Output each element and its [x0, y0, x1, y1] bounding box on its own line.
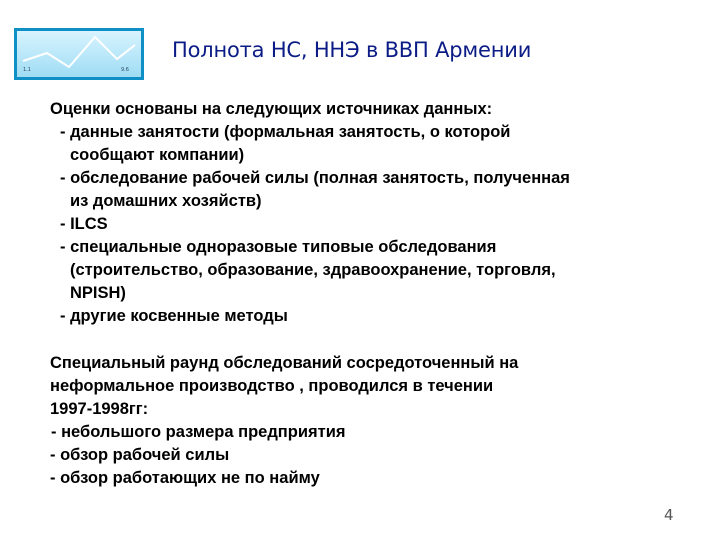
list-item: - обзор работающих не по найму [50, 469, 320, 487]
list-item-continuation: из домашних хозяйств) [70, 192, 262, 210]
section-spacer [50, 328, 700, 352]
list-item: - ILCS [60, 215, 108, 233]
page-title: Полнота НС, ННЭ в ВВП Армении [172, 38, 532, 62]
list-item: - обзор рабочей силы [50, 446, 230, 464]
logo-caption-left: 1.1 [23, 67, 31, 73]
logo-caption-right: 9.6 [121, 67, 129, 73]
list-item: - небольшого размера предприятия [51, 423, 346, 441]
list-item: - другие косвенные методы [60, 307, 288, 325]
page-number: 4 [664, 506, 674, 524]
list-item: - данные занятости (формальная занятость, о которой [60, 123, 511, 141]
list-item: - специальные одноразовые типовые обследования [60, 238, 497, 256]
list-item-continuation: сообщают компании) [70, 146, 245, 164]
slide-body [50, 98, 700, 490]
section2-line: Специальный раунд обследований сосредоточенный на [50, 354, 519, 372]
section2-line: неформальное производство , проводился в течении [50, 377, 494, 395]
list-item-continuation: NPISH) [70, 284, 126, 302]
list-item-continuation: (строительство, образование, здравоохранение, торговля, [70, 261, 556, 279]
section2-line: 1997-1998гг: [50, 400, 149, 418]
list-item: - обследование рабочей силы (полная занятость, полученная [60, 169, 570, 187]
section1-intro: Оценки основаны на следующих источниках данных: [50, 100, 493, 118]
logo-graph-icon [14, 28, 144, 80]
